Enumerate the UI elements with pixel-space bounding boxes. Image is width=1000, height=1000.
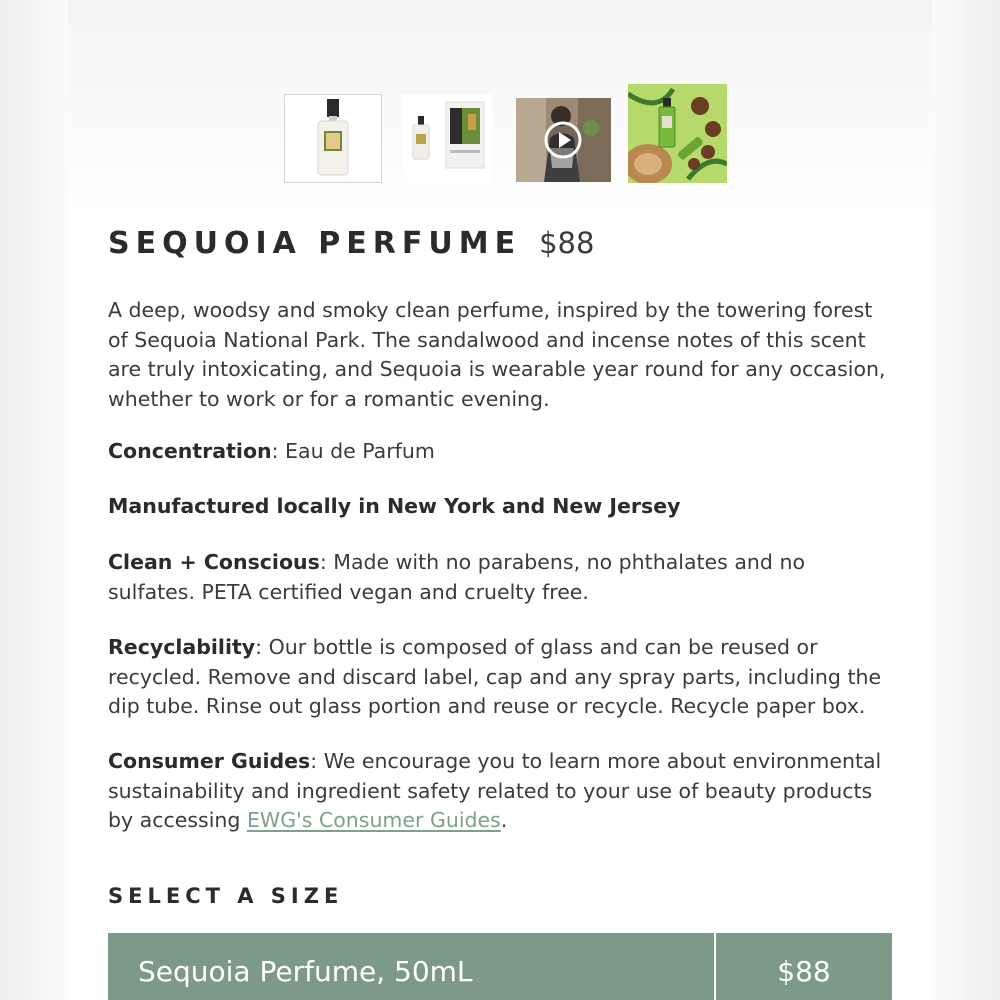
product-card: [68, 0, 932, 1000]
recyclability-text: : Our bottle is composed of glass and can be reused or recycled. Remove and discard label, cap and any spray parts, including the dip tube. Rinse out glass portion and reuse or recycle. Recycle paper box.: [108, 635, 882, 718]
concentration-label: Concentration: [108, 439, 272, 463]
thumbnail-lifestyle[interactable]: [628, 84, 727, 183]
thumbnail-bottle[interactable]: [284, 94, 382, 183]
size-option-name: Sequoia Perfume, 50mL: [108, 933, 716, 1000]
size-option-50ml[interactable]: [108, 933, 892, 1000]
consumer-guides-label: Consumer Guides: [108, 749, 311, 773]
ewg-consumer-guides-link[interactable]: EWG's Consumer Guides: [246, 808, 501, 832]
product-price: $88: [539, 226, 595, 260]
video-play-icon[interactable]: [543, 120, 583, 160]
consumer-guides-info: [108, 747, 898, 836]
consumer-guides-text: : We encourage you to learn more about environmental sustainability and ingredient safety related to your use of beauty products by accessing: [108, 749, 882, 832]
clean-conscious-info: [108, 548, 898, 607]
concentration-info: [108, 437, 898, 467]
perfume-bottle-icon: [285, 95, 382, 183]
manufactured-info: Manufactured locally in New York and New Jersey: [108, 494, 681, 518]
lifestyle-photo-icon: [628, 84, 727, 183]
consumer-guides-end: .: [500, 808, 508, 832]
thumbnail-bottle-box[interactable]: [402, 94, 492, 183]
product-description: A deep, woodsy and smoky clean perfume, inspired by the towering forest of Sequoia National Park. The sandalwood and incense notes of this scent are truly intoxicating, and Sequoia is wearable year round for any occasion, whether to work or for a romantic evening.: [108, 298, 886, 411]
product-header: [108, 226, 594, 261]
thumbnail-video[interactable]: [516, 98, 611, 182]
recyclability-info: [108, 633, 898, 722]
recyclability-label: Recyclability: [108, 635, 256, 659]
bottle-and-box-icon: [402, 94, 492, 183]
product-title: SEQUOIA PERFUME: [108, 226, 522, 261]
clean-conscious-label: Clean + Conscious: [108, 550, 320, 574]
size-option-price: $88: [777, 955, 831, 988]
clean-conscious-text: : Made with no parabens, no phthalates and no sulfates. PETA certified vegan and cruelty free.: [108, 550, 805, 604]
concentration-value: : Eau de Parfum: [271, 439, 435, 463]
select-size-heading: SELECT A SIZE: [108, 884, 344, 908]
